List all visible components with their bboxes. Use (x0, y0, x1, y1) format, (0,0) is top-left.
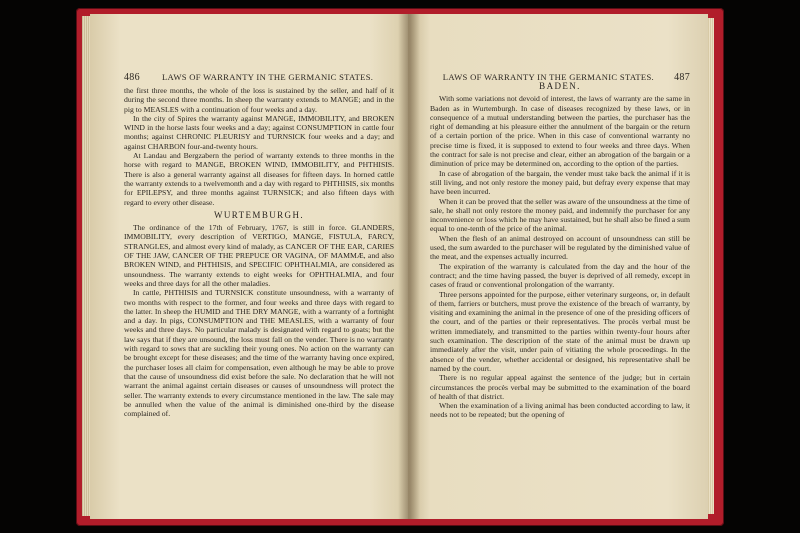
paragraph: When the flesh of an animal destroyed on account of unsoundness can still be used, the sum awarded to the purchaser will be regulated by the diminished value of the meat, and the expenses actually incurred. (430, 233, 690, 262)
right-body (430, 82, 690, 420)
right-page (408, 14, 708, 519)
left-running-title: LAWS OF WARRANTY IN THE GERMANIC STATES. (162, 72, 374, 82)
paragraph: In the city of Spires the warranty against MANGE, IMMOBILITY, and BROKEN WIND in the horse lasts four weeks and a day; against CONSUMPTION in cattle four months; against CHRONIC PLEURISY and TURNSICK four weeks and a day; and against CHARBON four-and-twenty hours. (124, 113, 394, 151)
paragraph: the first three months, the whole of the loss is sustained by the seller, and half of it during the second three months. In sheep the warranty extends to MANGE; and in the pig to MEASLES with a continuation of four weeks and a day. (124, 86, 394, 114)
paragraph: The ordinance of the 17th of February, 1767, is still in force. GLANDERS, IMMOBILITY, every description of VERTIGO, MANGE, FISTULA, FARCY, STRANGLES, and almost every kind of malady, as CANCER OF THE EAR, CARIES OF THE JAW, CANCER OF THE PREPUCE OR VAGINA, OF MAMMÆ, and also BROKEN WIND, and PHTHISIS, and SPECIFIC OPHTHALMIA, are considered as unsoundness. The warranty extends to eight weeks for OPHTHALMIA, and four weeks and three days for all the other maladies. (124, 223, 394, 288)
right-page-number: 487 (674, 72, 690, 83)
paragraph: At Landau and Bergzabern the period of warranty extends to three months in the horse with regard to MANGE, BROKEN WIND, IMMOBILITY, and PHTHISIS. There is also a general warranty against all diseases for fifteen days. In horned cattle the warranty extends to a twelvemonth and a day with regard to PHTHISIS, six months for EPILEPSY, and three months against TURNSICK; and also fifteen days with regard to every other disease. (124, 151, 394, 207)
section-title-baden: BADEN. (539, 81, 581, 91)
paragraph: When it can be proved that the seller was aware of the unsoundness at the time of sale, he shall not only restore the money paid, and indemnify the purchaser for any inconvenience or loss which he may have sustained, but he shall also be fined a sum equal to one-tenth of the price of the animal. (430, 196, 690, 234)
paragraph: When the examination of a living animal has been conducted according to law, it needs not to be repeated; but the opening of (430, 401, 690, 420)
paragraph: In cattle, PHTHISIS and TURNSICK constitute unsoundness, with a warranty of two months with respect to the former, and four weeks and three days with regard to the latter. In sheep the HUMID and THE DRY MANGE, with a warranty of a fortnight and a day. In pigs, CONSUMPTION and THE MEASLES, with a warranty of four weeks and three days. No particular malady is designated with regard to goats; but the law says that if they are unsound, the loss must fall on the vender. There is no warranty with regard to sows that are suckling their young ones. No action on the warranty can be brought except for these diseases; and the time of the warranty having once expired, the purchaser loses all claim for compensation, even although he may be able to prove that the cause of unsoundness did exist before the sale. No declaration that he will not warrant the animal against certain diseases or causes of unsoundness will protect the seller. The warranty extends to every circumstance mentioned in the law. The sale may be annulled when the value of the animal is diminished one-third by the disease complained of. (124, 288, 394, 419)
paragraph: With some variations not devoid of interest, the laws of warranty are the same in Baden as in Wurtemburgh. In case of diseases recognized by these laws, or in consequence of a mutual understanding between the parties, the purchaser has the right of demanding at his pleasure either the annulment of the bargain or the return of a certain portion of the price. When in this case of conventional warranty no precise time is fixed, it is supposed to extend to four weeks and three days. When the contract for sale is not precise and clear, either an abrogation of the bargain or a diminution of price may be determined on, according to the option of the parties. (430, 94, 690, 169)
section-title-wurtemburgh: WURTEMBURGH. (213, 209, 304, 220)
paragraph: The expiration of the warranty is calculated from the day and the hour of the contract; and the time having passed, the buyer is deprived of all remedy, except in cases of fraud or conventional prolongation of the warranty. (430, 261, 690, 290)
book-gutter (398, 14, 420, 519)
left-page-number: 486 (124, 72, 140, 83)
paragraph: There is no regular appeal against the sentence of the judge; but in certain circumstances the procès verbal may be submitted to the examination of the board of health of that district. (430, 373, 690, 401)
left-body (124, 86, 394, 418)
right-running-title: LAWS OF WARRANTY IN THE GERMANIC STATES. (442, 72, 654, 82)
paragraph: In case of abrogation of the bargain, the vender must take back the animal if it is still living, and not only restore the money paid, but defray every expense that may have been incurred. (430, 168, 690, 197)
left-page (90, 14, 408, 519)
paragraph: Three persons appointed for the purpose, either veterinary surgeons, or, in default of them, farriers or butchers, must prove the existence of the breach of warranty, by visiting and examining the animal in the presence of one of the presiding officers of the court, and of the parties or their representatives. The procès verbal must be written immediately, and transmitted to the parties within twenty-four hours after such examination. The description of the state of the animal must be drawn up immediately after the visit, under pain of vitiating the whole proceedings. In the absence of the vender, whether accidental or designed, his representative shall be named by the court. (430, 289, 690, 373)
